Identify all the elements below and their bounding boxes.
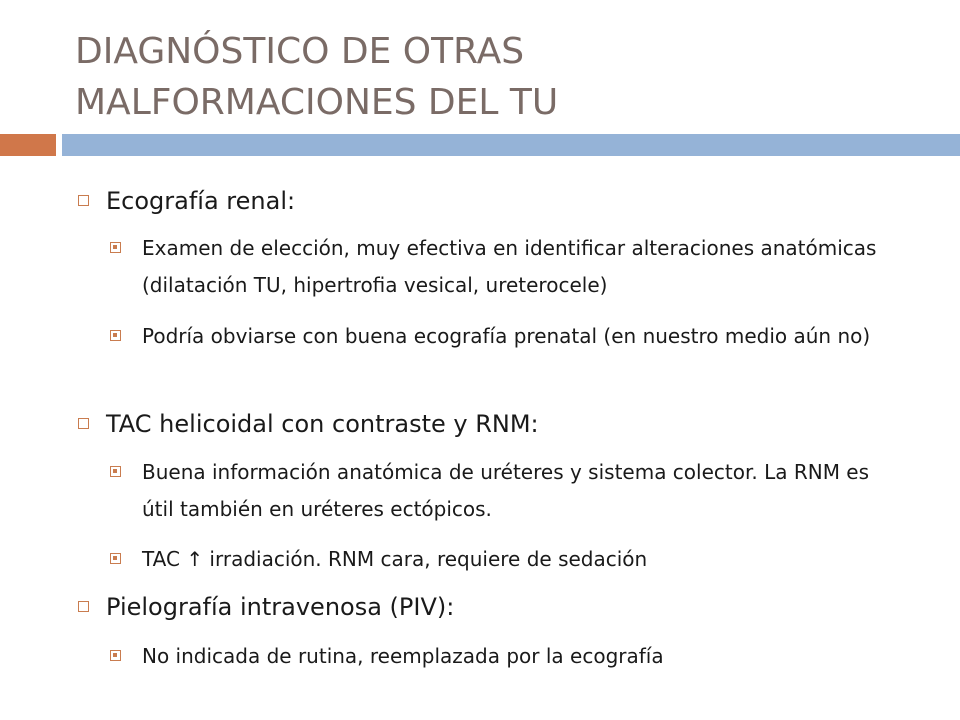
filled-square-bullet-icon [110,466,121,477]
sub-bullet-text: Podría obviarse con buena ecografía prenatal (en nuestro medio aún no) [142,324,871,348]
bullet-text: Ecografía renal: [106,187,296,215]
sub-bullet-text: Buena información anatómica de uréteres y sistema colector. La RNM es útil también en uréteres ectópicos. [142,460,870,521]
sub-bullet-text: No indicada de rutina, reemplazada por la ecografía [142,644,664,668]
slide-title-line-2: MALFORMACIONES DEL TU [75,82,559,123]
bullet-text: Pielografía intravenosa (PIV): [106,593,455,621]
square-bullet-icon [78,601,89,612]
square-bullet-icon [78,195,89,206]
bullet-text: TAC helicoidal con contraste y RNM: [106,410,539,438]
filled-square-bullet-icon [110,242,121,253]
square-bullet-icon [78,418,89,429]
sub-bullet-text: Examen de elección, muy efectiva en identificar alteraciones anatómicas (dilatación TU, hipertrofia vesical, ureterocele) [142,236,877,297]
filled-square-bullet-icon [110,553,121,564]
slide-title-line-1: DIAGNÓSTICO DE OTRAS [75,31,525,72]
sub-bullet-text: TAC ↑ irradiación. RNM cara, requiere de sedación [142,547,648,571]
filled-square-bullet-icon [110,330,121,341]
filled-square-bullet-icon [110,650,121,661]
